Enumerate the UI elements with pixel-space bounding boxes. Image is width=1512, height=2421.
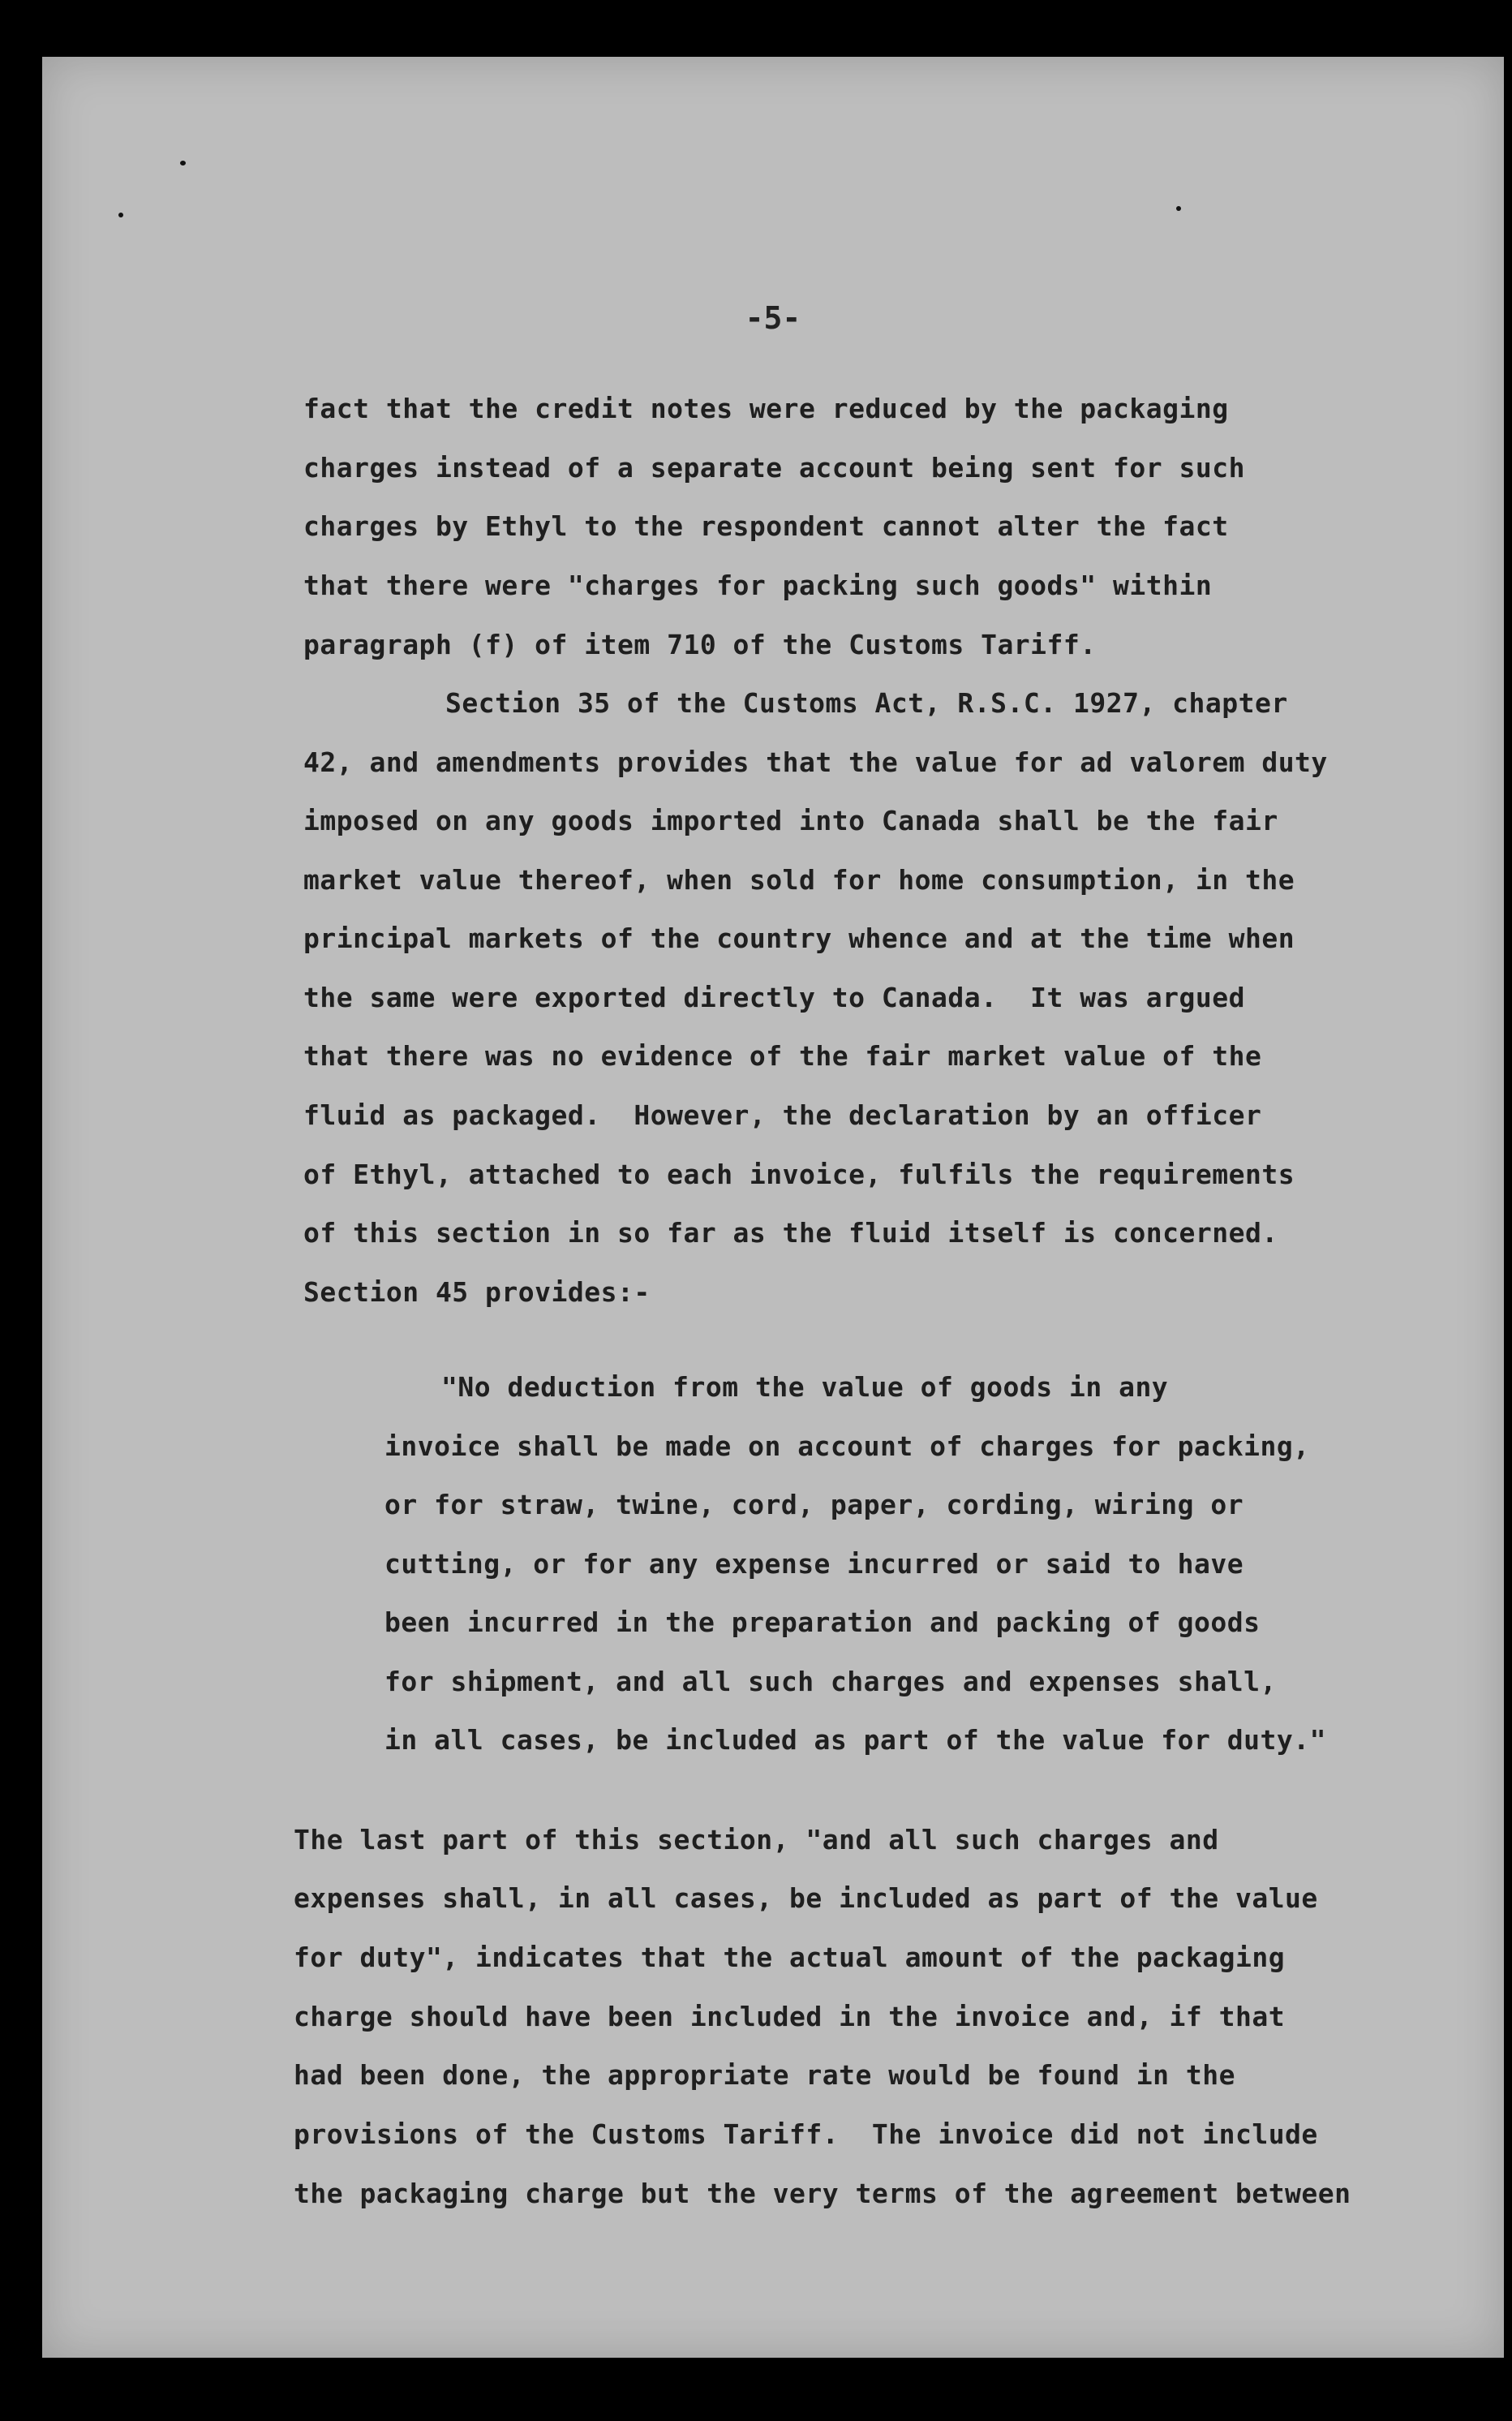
- body-line: Section 35 of the Customs Act, R.S.C. 1927, chapter: [445, 687, 1288, 719]
- page-number: -5-: [745, 300, 801, 336]
- quote-line: or for straw, twine, cord, paper, cording, wiring or: [384, 1489, 1244, 1520]
- body-line: that there was no evidence of the fair market value of the: [303, 1040, 1262, 1072]
- body-line: Section 45 provides:-: [303, 1276, 651, 1308]
- body-line: provisions of the Customs Tariff. The invoice did not include: [294, 2118, 1318, 2150]
- ink-speck: [1176, 206, 1181, 211]
- body-line: the packaging charge but the very terms of the agreement between: [294, 2178, 1351, 2209]
- body-line: principal markets of the country whence and at the time when: [303, 922, 1295, 954]
- body-line: charges by Ethyl to the respondent cannot alter the fact: [303, 510, 1229, 542]
- body-line: of this section in so far as the fluid itself is concerned.: [303, 1217, 1278, 1249]
- body-line: 42, and amendments provides that the value for ad valorem duty: [303, 746, 1328, 778]
- ink-speck: [118, 213, 123, 217]
- quote-line: cutting, or for any expense incurred or said to have: [384, 1548, 1244, 1580]
- body-line: charges instead of a separate account being sent for such: [303, 452, 1245, 484]
- quote-line: "No deduction from the value of goods in any: [441, 1371, 1169, 1403]
- quote-line: in all cases, be included as part of the value for duty.": [384, 1724, 1326, 1756]
- body-line: had been done, the appropriate rate would be found in the: [294, 2059, 1235, 2091]
- body-line: fluid as packaged. However, the declaration by an officer: [303, 1099, 1262, 1131]
- body-line: fact that the credit notes were reduced by the packaging: [303, 393, 1229, 424]
- body-line: that there were "charges for packing such goods" within: [303, 570, 1213, 601]
- body-line: the same were exported directly to Canada. It was argued: [303, 982, 1245, 1013]
- quote-line: for shipment, and all such charges and expenses shall,: [384, 1666, 1277, 1697]
- body-line: The last part of this section, "and all such charges and: [294, 1824, 1219, 1856]
- body-line: for duty", indicates that the actual amount of the packaging: [294, 1942, 1286, 1973]
- body-line: expenses shall, in all cases, be included as part of the value: [294, 1882, 1318, 1914]
- quote-line: been incurred in the preparation and packing of goods: [384, 1606, 1261, 1638]
- document-page: [42, 57, 1504, 2358]
- body-line: market value thereof, when sold for home consumption, in the: [303, 864, 1295, 896]
- quote-line: invoice shall be made on account of charges for packing,: [384, 1430, 1310, 1462]
- body-line: paragraph (f) of item 710 of the Customs Tariff.: [303, 629, 1097, 660]
- body-line: of Ethyl, attached to each invoice, fulfils the requirements: [303, 1159, 1295, 1190]
- body-line: charge should have been included in the invoice and, if that: [294, 2001, 1286, 2032]
- body-line: imposed on any goods imported into Canada shall be the fair: [303, 805, 1278, 836]
- ink-speck: [180, 161, 186, 166]
